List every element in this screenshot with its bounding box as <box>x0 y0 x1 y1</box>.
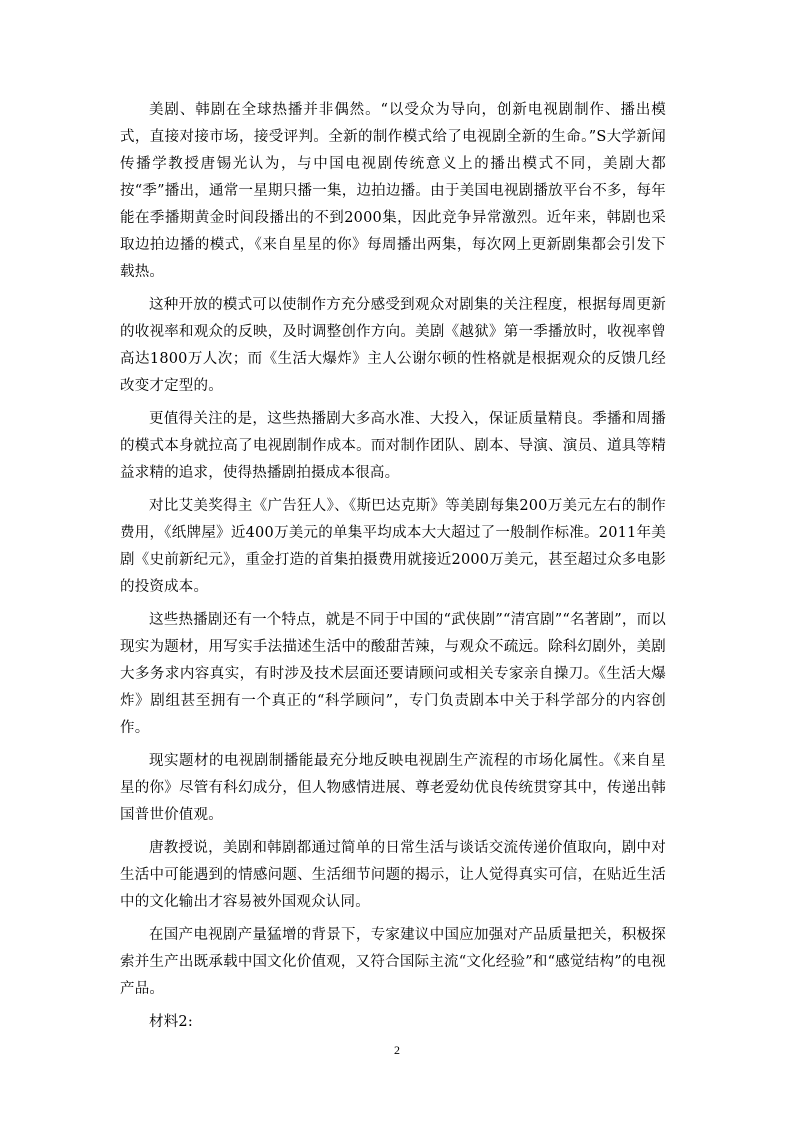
paragraph-2: 这种开放的模式可以使制作方充分感受到观众对剧集的关注程度，根据每周更新的收视率和观众的反映，及时调整创作方向。美剧《越狱》第一季播放时，收视率曾高达1800万人次；而《生活大爆炸》主人公谢尔顿的性格就是根据观众的反馈几经改变才定型的。 <box>120 297 666 394</box>
paragraph-4: 对比艾美奖得主《广告狂人》、《斯巴达克斯》等美剧每集200万美元左右的制作费用，《纸牌屋》近400万美元的单集平均成本大大超过了一般制作标准。2011年美剧《史前新纪元》，重金打造的首集拍摄费用就接近2000万美元，甚至超过众多电影的投资成本。 <box>120 498 666 595</box>
paragraph-8: 在国产电视剧产量猛增的背景下，专家建议中国应加强对产品质量把关，积极探索并生产出既承载中国文化价值观，又符合国际主流“文化经验”和“感觉结构”的电视产品。 <box>120 927 666 997</box>
paragraph-7: 唐教授说，美剧和韩剧都通过简单的日常生活与谈话交流传递价值取向，剧中对生活中可能遇到的情感问题、生活细节问题的揭示，让人觉得真实可信，在贴近生活中的文化输出才容易被外国观众认同。 <box>120 840 666 910</box>
paragraph-3: 更值得关注的是，这些热播剧大多高水准、大投入，保证质量精良。季播和周播的模式本身就拉高了电视剧制作成本。而对制作团队、剧本、导演、演员、道具等精益求精的追求，使得热播剧拍摄成本很高。 <box>120 411 666 481</box>
document-body <box>120 97 666 1042</box>
paragraph-1: 美剧、韩剧在全球热播并非偶然。“以受众为导向，创新电视剧制作、播出模式，直接对接市场，接受评判。全新的制作模式给了电视剧全新的生命。”S大学新闻传播学教授唐锡光认为，与中国电视剧传统意义上的播出模式不同，美剧大都按“季”播出，通常一星期只播一集，边拍边播。由于美国电视剧播放平台不多，每年能在季播期黄金时间段播出的不到2000集，因此竞争异常激烈。近年来，韩剧也采取边拍边播的模式，《来自星星的你》每周播出两集，每次网上更新剧集都会引发下载热。 <box>120 102 666 280</box>
page-number: 2 <box>394 1043 400 1057</box>
paragraph-6: 现实题材的电视剧制播能最充分地反映电视剧生产流程的市场化属性。《来自星星的你》尽管有科幻成分，但人物感情进展、尊老爱幼优良传统贯穿其中，传递出韩国普世价值观。 <box>120 753 666 823</box>
paragraph-9: 材料2: <box>149 1014 193 1030</box>
paragraph-5: 这些热播剧还有一个特点，就是不同于中国的“武侠剧”“清宫剧”“名著剧”，而以现实为题材，用写实手法描述生活中的酸甜苦辣，与观众不疏远。除科幻剧外，美剧大多务求内容真实，有时涉及技术层面还要请顾问或相关专家亲自操刀。《生活大爆炸》剧组甚至拥有一个真正的“科学顾问”，专门负责剧本中关于科学部分的内容创作。 <box>120 612 666 736</box>
